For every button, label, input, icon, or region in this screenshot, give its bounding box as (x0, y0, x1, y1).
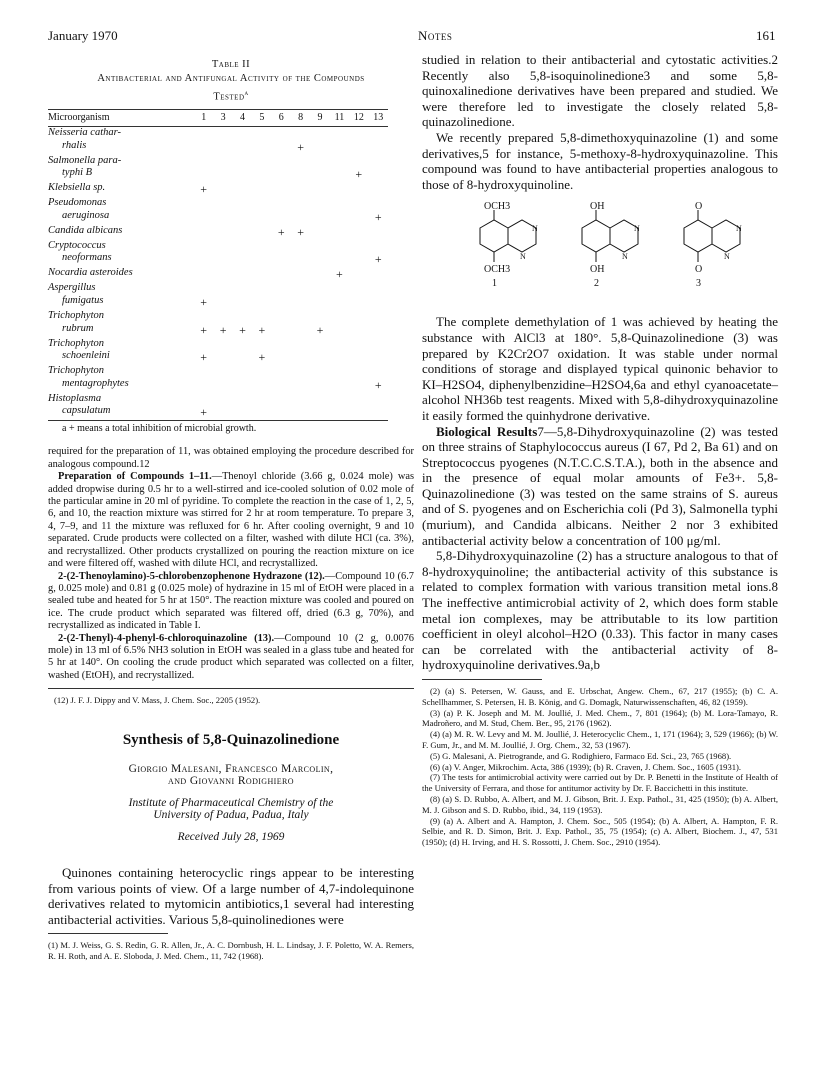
activity-mark: + (200, 350, 208, 365)
para-demethylation: The complete demethylation of 1 was achieved by heating the substance with AlCl3 at 180°. 5,8-Quinazolinedione (3) was prepared by K2Cr2O7 oxidation. It was stable under normal conditions of storage and displayed typical quinonic behavior to KI–H2SO4, diphenylbenzidine–H2SO4,6a and ethyl cyanoacetate–alcohol NH36b test reagents. Mixed with 5,8-dihydroxyquinazoline it easily formed the quinhydrone derivative. (422, 314, 778, 423)
activity-mark (252, 167, 271, 182)
activity-mark (291, 210, 310, 225)
activity-mark (310, 295, 329, 310)
activity-mark (272, 252, 291, 267)
activity-mark: + (200, 322, 208, 337)
activity-mark (349, 295, 368, 310)
activity-mark (291, 267, 310, 282)
activity-mark: + (239, 322, 246, 337)
activity-mark (330, 210, 349, 225)
activity-mark (369, 225, 388, 240)
organism-name: Salmonella para- (48, 154, 122, 166)
organism-name: Trichophyton (48, 337, 105, 349)
activity-mark (252, 252, 271, 267)
table-row-cont (48, 252, 388, 267)
running-section: Notes (418, 28, 453, 43)
para-prepared: We recently prepared 5,8-dimethoxyquinazoline (1) and some derivatives,5 for instance, 5-methoxy-8-hydroxyquinazoline. This compound was found to have antibacterial properties analogous to those of 8-hydroxyquinoline. (422, 129, 778, 192)
activity-mark (252, 267, 271, 282)
table-row-cont (48, 405, 388, 421)
table-caption: Antibacterial and Antifungal Activity of the Compounds Tested$^a$ (97, 73, 365, 103)
activity-mark (330, 405, 349, 421)
activity-mark (213, 350, 232, 365)
activity-mark (369, 405, 388, 421)
activity-mark (330, 167, 349, 182)
reference-item: (4) (a) M. R. W. Levy and M. M. Joullié, J. Heterocyclic Chem., 1, 171 (1964); 3, 529 (1966); (b) W. F. Gum, Jr., and M. M. Joullié, J. Org. Chem., 32, 53 (1967). (422, 729, 778, 750)
activity-mark (349, 252, 368, 267)
activity-mark (310, 210, 329, 225)
activity-mark: + (297, 224, 305, 239)
activity-mark (349, 140, 368, 155)
organism-name-cont: rubrum (62, 322, 94, 334)
activity-mark (252, 210, 271, 225)
table-row (48, 197, 388, 210)
activity-mark (310, 140, 329, 155)
table-row (48, 365, 388, 378)
reference-item: (7) The tests for antimicrobial activity were carried out by Dr. P. Benetti in the Institute of Health of the University of Ferrara, and those for antitumor activity by Dr. F. Baccichetti in this institute. (422, 772, 778, 794)
activity-mark: + (200, 182, 208, 197)
reference-item: (6) (a) V. Anger, Mikrochim. Acta, 386 (1939); (b) R. Craven, J. Chem. Soc., 1605 (1931). (430, 761, 742, 772)
sub-och3-bottom: OCH3 (484, 264, 511, 276)
sub-och3-top: OCH3 (484, 201, 511, 213)
activity-mark (272, 182, 291, 197)
col-header: 8 (291, 109, 310, 127)
activity-mark (291, 323, 310, 338)
activity-mark (194, 140, 213, 155)
activity-mark (349, 210, 368, 225)
para-biological-results: Biological Results7—5,8-Dihydroxyquinazoline (2) was tested on three strains of Staphylococcus aureus (I 67, Pd 2, Ba 61) and on Streptococcus pyogenes (N.T.C.C.S.T.A.), both in the absence and in the presence of equal molar amounts of Fe3+. 5,8-Quinazolinedione (3) was tested on the same strains of S. aureus and of S. pyogenes and on Escherichia coli (Pd 3), Salmonella typhi (murium), and Candida albicans. Neither 2 nor 3 exhibited antibacterial activity below a concentration of 100 μg/ml. (422, 423, 778, 548)
activity-mark (194, 225, 213, 240)
activity-mark (291, 167, 310, 182)
activity-mark (272, 350, 291, 365)
organism-name: Neisseria cathar- (48, 127, 121, 139)
activity-mark (330, 225, 349, 240)
references-list (422, 686, 778, 848)
running-date: January 1970 (48, 28, 118, 43)
svg-text:N: N (622, 252, 628, 262)
organism-name-cont: aeruginosa (62, 209, 110, 221)
activity-mark (272, 295, 291, 310)
sub-oh-top: OH (590, 201, 605, 213)
organism-name: Trichophyton (48, 365, 105, 377)
structure-2 (582, 201, 640, 289)
activity-mark (213, 267, 232, 282)
activity-mark (272, 140, 291, 155)
activity-mark (213, 182, 232, 197)
activity-mark (194, 378, 213, 393)
col-header: 13 (369, 109, 388, 127)
activity-mark (291, 295, 310, 310)
activity-mark (233, 167, 252, 182)
activity-mark (330, 252, 349, 267)
activity-mark (233, 252, 252, 267)
activity-mark (349, 225, 368, 240)
reference-item: (2) (a) S. Petersen, W. Gauss, and E. Urbschat, Angew. Chem., 67, 217 (1955); (b) C. A. Schellhammer, S. Petersen, H. B. König, and G. Domagk, Naturwissenschaften, 46, 82 (1959). (422, 686, 778, 707)
activity-mark: + (194, 405, 213, 421)
col-header: 3 (213, 109, 232, 127)
activity-mark (194, 267, 213, 282)
activity-mark (233, 378, 252, 393)
table-row (48, 393, 388, 406)
organism-name-cont: typhi B (62, 167, 93, 179)
activity-mark (369, 323, 388, 338)
label-3: 3 (696, 278, 701, 290)
activity-mark (330, 350, 349, 365)
structure-1 (480, 201, 538, 289)
activity-mark (330, 323, 349, 338)
activity-mark (369, 350, 388, 365)
svg-text:N: N (724, 252, 730, 262)
activity-mark (310, 225, 329, 240)
svg-text:N: N (634, 224, 640, 234)
activity-mark: + (297, 139, 305, 154)
reference-item: (9) (a) A. Albert and A. Hampton, J. Chem. Soc., 505 (1954); (b) A. Albert, A. Hampton, F. R. Selbie, and R. D. Simon, Brit. J. Exp. Pathol., 35, 75 (1954); (c) A. Albert, Biochem. J., 47, 531 (1950); (d) H. Irving, and H. S. Rossotti, J. Chem. Soc., 2910 (1954). (422, 815, 778, 848)
organism-name: Nocardia asteroides (48, 267, 133, 279)
organism-name: Trichophyton (48, 310, 105, 322)
table-row (48, 338, 388, 351)
table-row (48, 240, 388, 253)
activity-mark (291, 252, 310, 267)
col-header: 9 (310, 109, 329, 127)
organism-name-cont: mentagrophytes (62, 377, 129, 389)
activity-mark (272, 210, 291, 225)
table-number: Table II (211, 59, 251, 70)
activity-mark (252, 140, 271, 155)
table-row-cont (48, 350, 388, 365)
activity-mark (369, 140, 388, 155)
authors-line-1: Giorgio Malesani, Francesco Marcolin, (128, 762, 334, 775)
organism-name-cont: schoenleini (62, 350, 110, 362)
activity-mark (194, 210, 213, 225)
activity-mark: + (374, 377, 382, 392)
activity-mark (349, 323, 368, 338)
activity-mark (233, 350, 252, 365)
activity-mark (330, 295, 349, 310)
activity-mark (252, 182, 271, 197)
svg-text:N: N (532, 224, 538, 234)
activity-mark (310, 182, 329, 197)
activity-mark: + (316, 322, 324, 337)
para-quinones-studied: studied in relation to their antibacterial and cytostatic activities.2 Recently also 5,8-isoquinolinedione3 and some 5,8-quinoxalinedione derivatives have been prepared and studied. We were therefore led to investigate the closely related 5,8-quinazolinedione. (422, 52, 778, 130)
activity-mark (272, 378, 291, 393)
activity-mark: + (258, 322, 266, 337)
activity-mark (369, 167, 388, 182)
activity-mark (349, 350, 368, 365)
table-footnote: a + means a total inhibition of microbial growth. (62, 423, 257, 435)
activity-mark: + (374, 252, 382, 267)
organism-name: Aspergillus (48, 282, 96, 294)
table-row-cont (48, 140, 388, 155)
activity-mark (369, 182, 388, 197)
reference-item: (5) G. Malesani, A. Pietrogrande, and G. Rodighiero, Farmaco Ed. Sci., 23, 765 (1968). (430, 750, 732, 761)
activity-mark (252, 378, 271, 393)
label-1: 1 (492, 278, 497, 290)
col-header: 6 (272, 109, 291, 127)
para-prep-13: 2-(2-Thenyl)-4-phenyl-6-chloroquinazoline (13).—Compound 10 (2 g, 0.0076 mole) in 13 ml of 6.5% NH3 solution in EtOH was sealed in a glass tube and heated for 5 hr at 140°. On cooling the crude product which separated was collected on a filter, washed (EtOH), and recrystallized. (48, 632, 414, 681)
activity-mark (369, 267, 388, 282)
activity-mark (213, 225, 232, 240)
para-prep-1-11: Preparation of Compounds 1–11.—Thenoyl chloride (3.66 g, 0.024 mole) was added dropwise during 0.5 hr to a well-stirred and ice-cooled solution of 0.02 mole of the particular amine in 20 ml of pyridine. To complete the reaction in the case of 1, 2, 5, 6, and 10, the reaction mixture was stirred for 2 hr at room temperature. To prepare 3, 4, 7–9, and 11 the mixture was refluxed for 6 hr. After cooling overnight, 9 and 10 separated. Crude products were collected on a filter, washed with dilute HCl (ca. 3%), and recrystallized. Other products crystallized on pouring the reaction mixture on ice and were filtered off, washed with dilute HCl, and recrystallized. (48, 471, 415, 570)
table-row (48, 282, 388, 295)
organism-name-cont: fumigatus (62, 295, 104, 307)
activity-mark (213, 252, 232, 267)
activity-mark (310, 267, 329, 282)
activity-mark (272, 405, 291, 421)
activity-mark (233, 405, 252, 421)
activity-mark (310, 167, 329, 182)
table-row-cont (48, 167, 388, 182)
structure-3 (684, 201, 742, 289)
activity-mark: + (277, 224, 285, 239)
activity-mark (349, 182, 368, 197)
activity-mark: + (219, 322, 227, 337)
activity-mark (233, 225, 252, 240)
activity-mark: + (336, 267, 343, 282)
para-structure-analogous: 5,8-Dihydroxyquinazoline (2) has a structure analogous to that of 8-hydroxyquinoline; the antibacterial activity of this substance is related to complex formation with various transition metal ions.8 The ineffective antimicrobial activity of 2, which does form stable metal ion complexes, may be attributable to its low partition coefficient in oleyl alcohol–H2O (0.33). This factor in many cases can be correlated with the antibacterial activity of 8-hydroxyquinoline derivatives.9a,b (422, 548, 778, 673)
para-11-prep: required for the preparation of 11, was obtained employing the procedure described for analogous compound.12 (48, 446, 414, 470)
structures-figure (422, 200, 778, 304)
left-column (48, 58, 414, 962)
activity-mark (213, 378, 232, 393)
table-row (48, 127, 388, 140)
activity-mark (194, 252, 213, 267)
activity-mark (369, 295, 388, 310)
organism-name: Candida albicans (48, 224, 123, 236)
sub-o-bottom: O (695, 264, 703, 276)
activity-mark (252, 295, 271, 310)
table-row-cont (48, 323, 388, 338)
activity-mark (330, 140, 349, 155)
right-column (422, 52, 778, 848)
activity-mark (310, 252, 329, 267)
activity-mark (213, 210, 232, 225)
table-row-cont (48, 295, 388, 310)
activity-mark (310, 378, 329, 393)
activity-mark (291, 350, 310, 365)
activity-mark: + (374, 209, 382, 224)
ref-12: (12) J. F. J. Dippy and V. Mass, J. Chem. Soc., 2205 (1952). (54, 695, 261, 706)
activity-mark (291, 405, 310, 421)
activity-mark (272, 267, 291, 282)
table-row (48, 267, 388, 282)
activity-mark (349, 378, 368, 393)
activity-mark (213, 167, 232, 182)
sub-oh-bottom: OH (590, 264, 605, 276)
activity-mark (272, 323, 291, 338)
table-row (48, 182, 388, 197)
activity-mark (272, 167, 291, 182)
affiliation-1: Institute of Pharmaceutical Chemistry of the (128, 796, 334, 809)
activity-mark (252, 225, 271, 240)
activity-mark: + (200, 295, 208, 310)
svg-text:N: N (520, 252, 526, 262)
activity-mark (213, 295, 232, 310)
experimental-text (48, 446, 414, 682)
received-date: Received July 28, 1969 (177, 830, 285, 843)
col-header: 1 (194, 109, 213, 127)
activity-mark (233, 140, 252, 155)
organism-name: Pseudomonas (48, 197, 107, 209)
activity-mark (233, 267, 252, 282)
activity-mark (349, 405, 368, 421)
organism-name-cont: rhalis (62, 139, 87, 151)
activity-mark (233, 295, 252, 310)
reference-item: (3) (a) P. K. Joseph and M. M. Joullié, J. Med. Chem., 7, 801 (1964); (b) M. Lora-Tamayo, R. Madroñero, and M. Stud, Chem. Ber., 95, 2176 (1962). (422, 707, 778, 729)
col-header-microorganism: Microorganism (48, 109, 194, 127)
svg-text:N: N (736, 224, 742, 234)
reference-item: (8) (a) S. D. Rubbo, A. Albert, and M. J. Gibson, Brit. J. Exp. Pathol., 31, 425 (1950); (b) A. Albert, M. J. Gibson and S. D. Rubbo, ibid., 34, 119 (1953). (422, 793, 778, 815)
activity-mark (233, 182, 252, 197)
col-header: 5 (252, 109, 271, 127)
organism-name: Klebsiella sp. (48, 182, 106, 194)
activity-mark (310, 350, 329, 365)
article-title: Synthesis of 5,8-Quinazolinedione (122, 731, 340, 748)
activity-mark (291, 182, 310, 197)
affiliation-2: University of Padua, Padua, Italy (153, 808, 309, 821)
activity-mark (194, 167, 213, 182)
sub-o-top: O (695, 201, 703, 213)
authors-line-2: and Giovanni Rodighiero (168, 774, 294, 787)
organism-name: Cryptococcus (48, 239, 106, 251)
right-text-top (422, 52, 778, 192)
table-row (48, 225, 388, 240)
organism-name-cont: neoformans (62, 252, 112, 264)
activity-table (48, 109, 388, 422)
activity-mark (330, 378, 349, 393)
col-header: 12 (349, 109, 368, 127)
activity-mark (291, 378, 310, 393)
intro-paragraph: Quinones containing heterocyclic rings appear to be interesting from various points of view. Of a large number of 4,7-indolequinone derivatives related to mytomicin antibiotics,1 several had interesting antibacterial activities. Various 5,8-quinolinediones were (48, 864, 414, 927)
activity-mark (252, 405, 271, 421)
col-header: 11 (330, 109, 349, 127)
ref-1: (1) M. J. Weiss, G. S. Redin, G. R. Allen, Jr., A. C. Dornbush, H. L. Lindsay, J. F. Poletto, W. A. Remers, R. H. Roth, and A. E. Sloboda, J. Med. Chem., 11, 742 (1968). (48, 940, 414, 962)
activity-mark (233, 210, 252, 225)
activity-mark (213, 405, 232, 421)
activity-mark: + (355, 167, 363, 182)
para-prep-12: 2-(2-Thenoylamino)-5-chlorobenzophenone Hydrazone (12).—Compound 10 (6.7 g, 0.025 mole) and 0.81 g (0.025 mole) of hydrazine in 15 ml of EtOH were placed in a sealed tube and heated for 5 hr at 150°. The reaction mixture was cooled and poured on ice. The crude product which separated was filtered off, dried (6.3 g, 70%), and recrystallized as indicated in Table I. (48, 570, 414, 632)
col-header: 4 (233, 109, 252, 127)
activity-mark: + (258, 350, 266, 365)
activity-mark (310, 405, 329, 421)
right-text-bottom (422, 314, 778, 673)
activity-mark (213, 140, 232, 155)
label-2: 2 (594, 278, 599, 290)
table-row (48, 155, 388, 168)
activity-mark (349, 267, 368, 282)
page-number: 161 (756, 28, 776, 43)
activity-mark (330, 182, 349, 197)
table-row (48, 310, 388, 323)
organism-name: Histoplasma (48, 392, 102, 404)
table-row-cont (48, 210, 388, 225)
organism-name-cont: capsulatum (48, 405, 194, 421)
table-row-cont (48, 378, 388, 393)
